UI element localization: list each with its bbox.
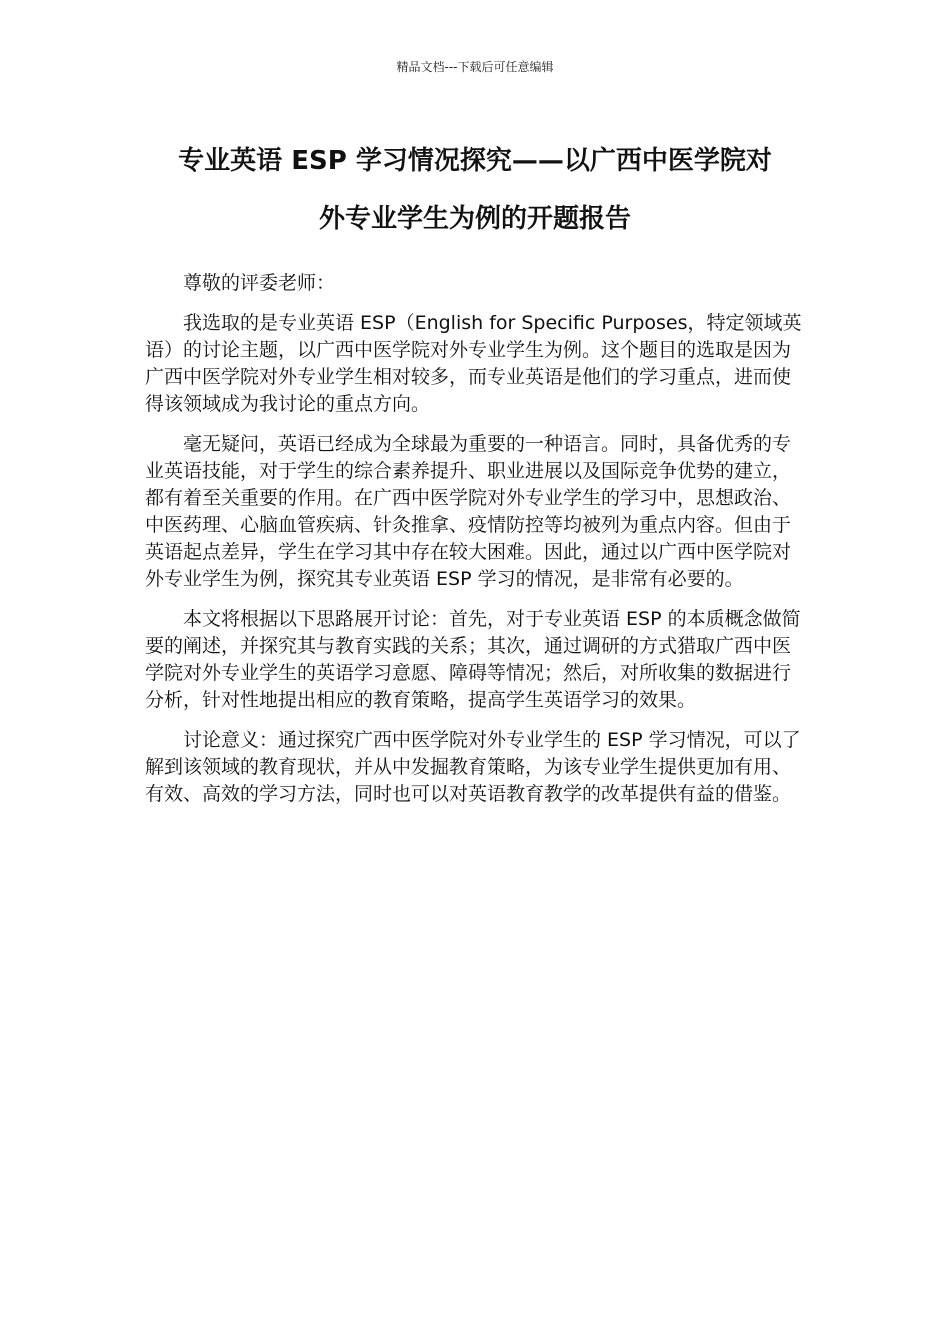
- header-note: 精品文档---下载后可任意编辑: [396, 60, 554, 74]
- document-title: [100, 132, 850, 248]
- salutation: 尊敬的评委老师：: [183, 272, 336, 294]
- title-line-1: 专业英语 ESP 学习情况探究——以广西中医学院对: [178, 146, 772, 176]
- document-body: [145, 270, 805, 821]
- paragraph-4: 讨论意义：通过探究广西中医学院对外专业学生的 ESP 学习情况，可以了解到该领域的教育现状，并从中发掘教育策略，为该专业学生提供更加有用、有效、高效的学习方法，同时也可以对英语教育教学的改革提供有益的借鉴。: [145, 729, 801, 805]
- paragraph-3: 本文将根据以下思路展开讨论：首先，对于专业英语 ESP 的本质概念做简要的阐述，并探究其与教育实践的关系；其次，通过调研的方式猎取广西中医学院对外专业学生的英语学习意愿、障碍等情况；然后，对所收集的数据进行分析，针对性地提出相应的教育策略，提高学生英语学习的效果。: [145, 608, 801, 711]
- title-line-2: 外专业学生为例的开题报告: [318, 204, 631, 234]
- paragraph-1: 我选取的是专业英语 ESP（English for Specific Purposes，特定领域英语）的讨论主题，以广西中医学院对外专业学生为例。这个题目的选取是因为广西中医学院对外专业学生相对较多，而专业英语是他们的学习重点，进而使得该领域成为我讨论的重点方向。: [145, 312, 802, 415]
- paragraph-2: 毫无疑问，英语已经成为全球最为重要的一种语言。同时，具备优秀的专业英语技能，对于学生的综合素养提升、职业进展以及国际竞争优势的建立，都有着至关重要的作用。在广西中医学院对外专业学生的学习中，思想政治、中医药理、心脑血管疾病、针灸推拿、疫情防控等均被列为重点内容。但由于英语起点差异，学生在学习其中存在较大困难。因此，通过以广西中医学院对外专业学生为例，探究其专业英语 ESP 学习的情况，是非常有必要的。: [145, 433, 792, 590]
